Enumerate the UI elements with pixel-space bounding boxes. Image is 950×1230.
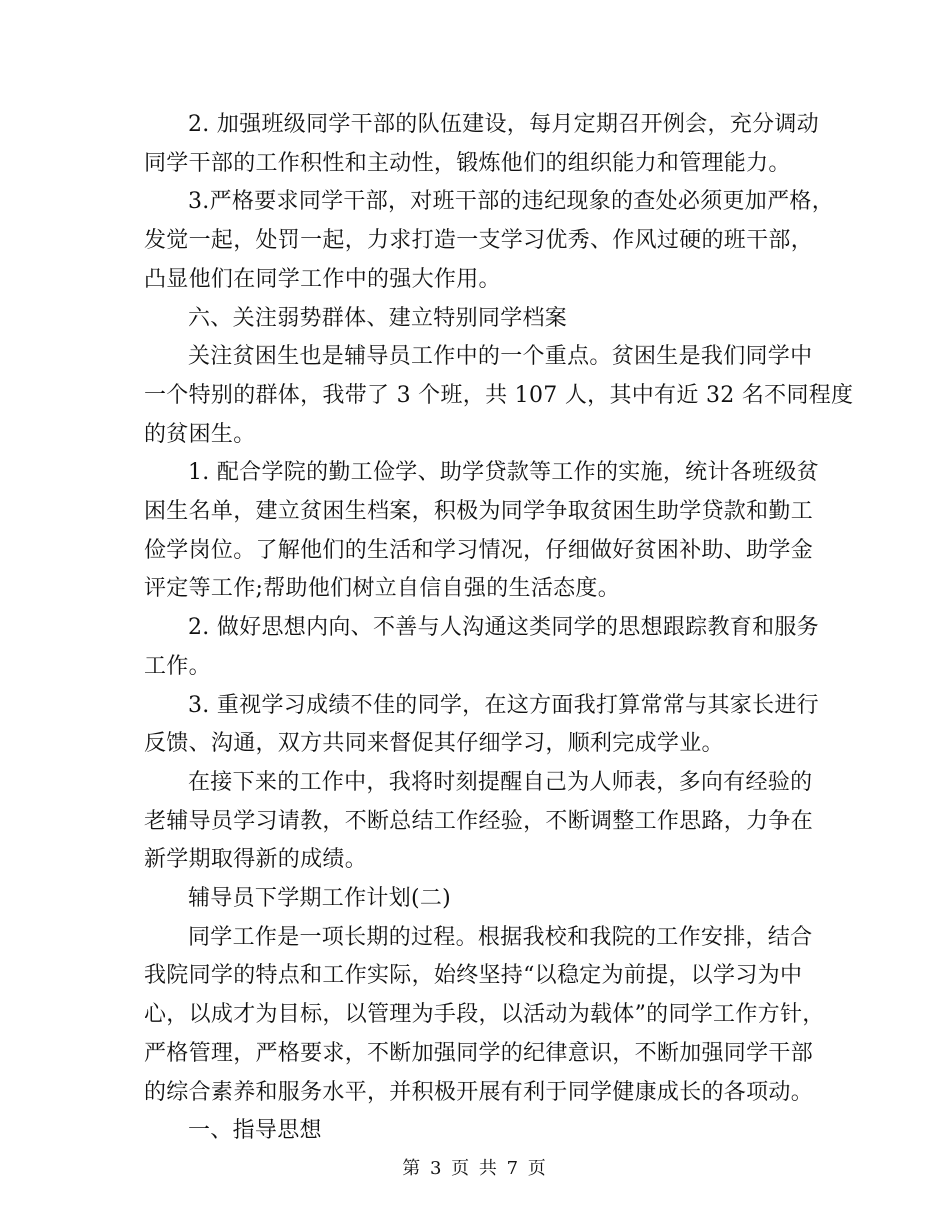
- text-line: 我院同学的特点和工作实际，始终坚持“以稳定为前提，以学习为中: [144, 963, 803, 989]
- text-line: 新学期取得新的成绩。: [144, 847, 368, 873]
- text-line: 心，以成才为目标，以管理为手段，以活动为载体”的同学工作方针，: [144, 1002, 825, 1028]
- text-line: 1. 配合学院的勤工俭学、助学贷款等工作的实施，统计各班级贫: [188, 460, 819, 486]
- text-line: 六、关注弱势群体、建立特别同学档案: [188, 305, 568, 331]
- text-line: 发觉一起，处罚一起，力求打造一支学习优秀、作风过硬的班干部，: [144, 228, 814, 254]
- text-line: 同学干部的工作积性和主动性，锻炼他们的组织能力和管理能力。: [144, 150, 791, 176]
- text-line: 评定等工作;帮助他们树立自信自强的生活态度。: [144, 576, 621, 602]
- text-line: 在接下来的工作中，我将时刻提醒自己为人师表，多向有经验的: [188, 769, 813, 795]
- text-line: 辅导员下学期工作计划(二): [188, 886, 452, 912]
- document-body: [144, 106, 854, 1151]
- text-line: 2. 做好思想内向、不善与人沟通这类同学的思想跟踪教育和服务: [188, 615, 819, 641]
- text-line: 工作。: [144, 653, 211, 679]
- text-line: 3. 重视学习成绩不佳的同学，在这方面我打算常常与其家长进行: [188, 692, 819, 718]
- page-number-footer: 第 3 页 共 7 页: [402, 1158, 548, 1179]
- text-line: 关注贫困生也是辅导员工作中的一个重点。贫困生是我们同学中: [188, 344, 813, 370]
- text-line: 一、指导思想: [188, 1118, 322, 1144]
- text-line: 反馈、沟通，双方共同来督促其仔细学习，顺利完成学业。: [144, 731, 724, 757]
- text-line: 俭学岗位。了解他们的生活和学习情况，仔细做好贫困补助、助学金: [144, 537, 814, 563]
- text-line: 老辅导员学习请教，不断总结工作经验，不断调整工作思路，力争在: [144, 808, 814, 834]
- text-line: 凸显他们在同学工作中的强大作用。: [144, 266, 501, 292]
- text-line: 的贫困生。: [144, 421, 256, 447]
- text-line: 严格管理，严格要求，不断加强同学的纪律意识，不断加强同学干部: [144, 1040, 814, 1066]
- text-line: 的综合素养和服务水平，并积极开展有利于同学健康成长的各项动。: [144, 1079, 814, 1105]
- text-line: 3.严格要求同学干部，对班干部的违纪现象的查处必须更加严格，: [188, 189, 834, 215]
- text-line: 一个特别的群体，我带了 3 个班，共 107 人，其中有近 32 名不同程度: [144, 382, 854, 408]
- text-line: 同学工作是一项长期的过程。根据我校和我院的工作安排，结合: [188, 924, 813, 950]
- text-line: 困生名单，建立贫困生档案，积极为同学争取贫困生助学贷款和勤工: [144, 499, 814, 525]
- text-line: 2. 加强班级同学干部的队伍建设，每月定期召开例会，充分调动: [188, 112, 819, 137]
